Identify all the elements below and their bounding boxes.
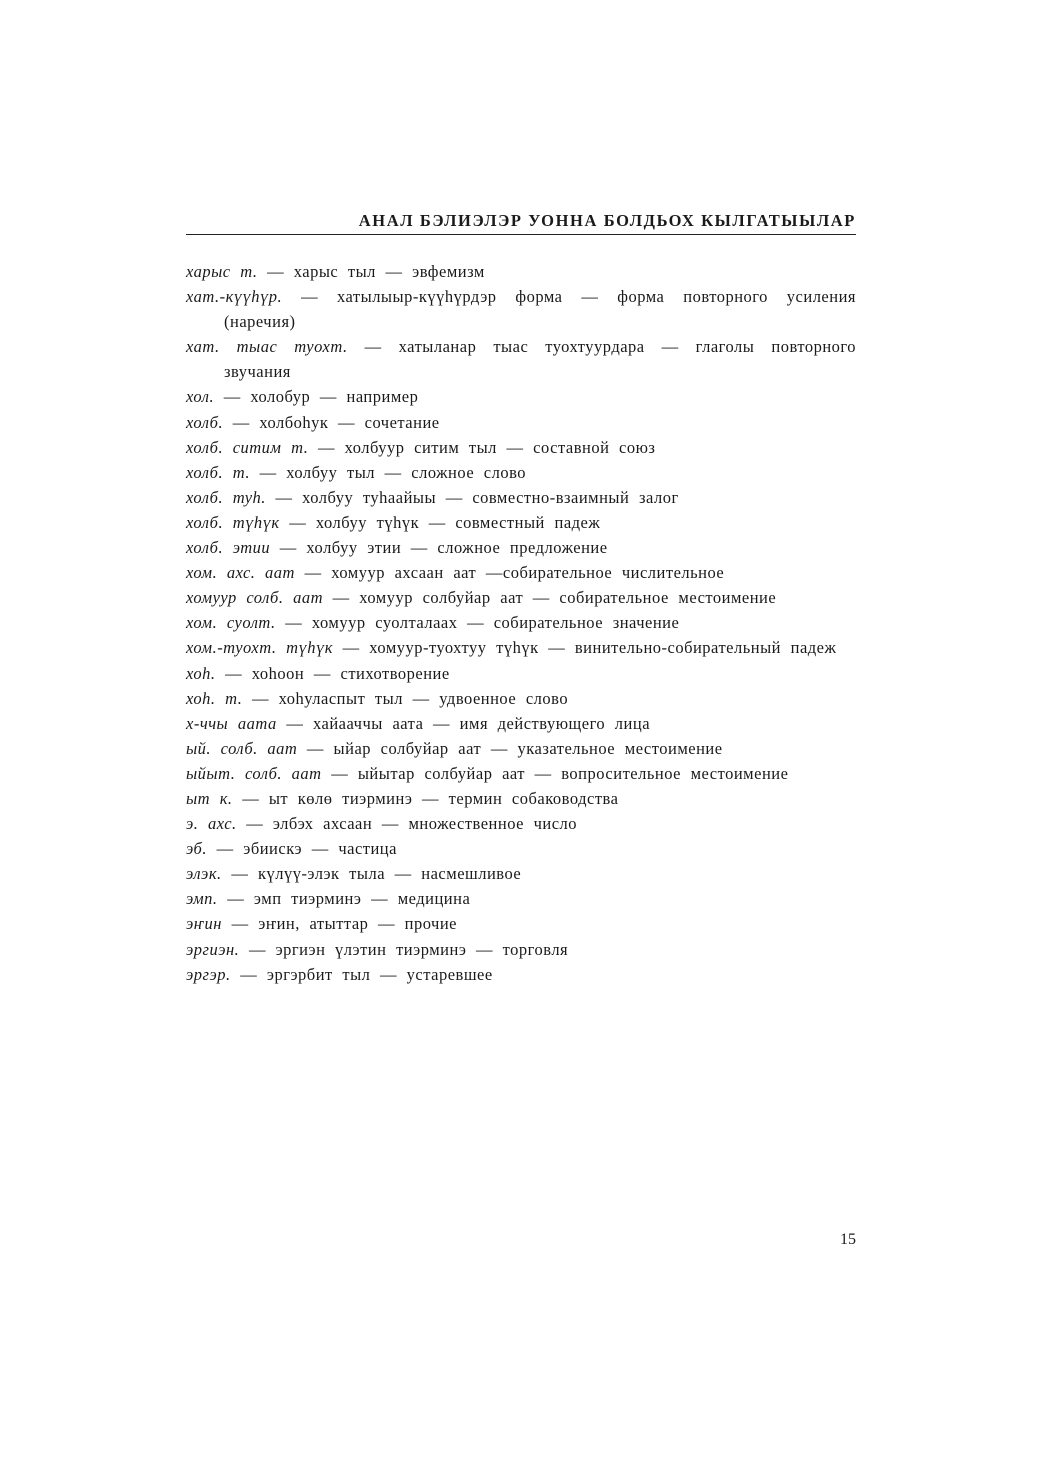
entry-expansion: — ыйар солбуйар аат — указательное местоимение	[306, 738, 723, 758]
entry-abbreviation: холб. т.	[186, 462, 250, 482]
entry-abbreviation: холб. этии	[186, 538, 271, 558]
entry-expansion: — хоһуласпыт тыл — удвоенное слово	[252, 688, 569, 708]
list-item	[186, 811, 856, 836]
entry-abbreviation: элэк.	[186, 864, 222, 884]
list-item	[186, 384, 856, 409]
entry-expansion: — эргэрбит тыл — устаревшее	[240, 964, 493, 984]
entry-expansion: — холобур — например	[223, 387, 419, 407]
entry-expansion: — хатыланар тыас туохтуурдара — глаголы повторного звучания	[224, 337, 857, 382]
entry-expansion: — ыт көлө тиэрминэ — термин собаководства	[242, 788, 619, 808]
entry-expansion: — хомуур-туохтуу түһүк — винительно-собирательный падеж	[342, 638, 837, 658]
entry-abbreviation: хоһ. т.	[186, 688, 243, 708]
list-item	[186, 686, 856, 711]
entry-expansion: — эргиэн үлэтин тиэрминэ — торговля	[248, 939, 569, 959]
entry-expansion: — холбуу түһүк — совместный падеж	[289, 512, 601, 532]
entry-expansion: — хайааччы аата — имя действующего лица	[286, 713, 651, 733]
list-item	[186, 410, 856, 435]
entry-expansion: — күлүү-элэк тыла — насмешливое	[231, 864, 522, 884]
entry-abbreviation: ый. солб. аат	[186, 738, 298, 758]
entry-expansion: — эмп тиэрминэ — медицина	[227, 889, 471, 909]
entry-abbreviation: хом.-туохт. түһүк	[186, 638, 334, 658]
list-item	[186, 510, 856, 535]
entry-abbreviation: эргэр.	[186, 964, 231, 984]
entry-expansion: — холбуу этии — сложное предложение	[279, 538, 608, 558]
entry-expansion: — холбоһук — сочетание	[232, 412, 440, 432]
page-number: 15	[840, 1231, 856, 1248]
list-item	[186, 460, 856, 485]
entry-expansion: — холбуу туһаайыы — совместно-взаимный залог	[275, 487, 679, 507]
entry-expansion: — холбуур ситим тыл — составной союз	[317, 437, 656, 457]
list-item	[186, 635, 856, 660]
entry-expansion: — хатылыыр-күүһүрдэр форма — форма повторного усиления (наречия)	[224, 287, 856, 332]
entry-expansion: — эбиискэ — частица	[216, 839, 397, 859]
list-item	[186, 962, 856, 987]
list-item	[186, 886, 856, 911]
entry-abbreviation: хомуур солб. аат	[186, 588, 323, 608]
entry-abbreviation: хоһ.	[186, 663, 216, 683]
list-item	[186, 435, 856, 460]
list-item	[186, 560, 856, 585]
entry-abbreviation: хат. тыас туохт.	[186, 337, 348, 357]
running-header-title: АНАЛ БЭЛИЭЛЭР УОННА БОЛДЬОХ КЫЛГАТЫЫЛАР	[358, 211, 856, 230]
entry-abbreviation: холб. туһ.	[186, 487, 266, 507]
entry-abbreviation: эҥин	[186, 914, 222, 934]
entry-expansion: — харыс тыл — эвфемизм	[267, 262, 485, 281]
list-item	[186, 585, 856, 610]
running-header	[186, 210, 856, 235]
abbreviation-list	[186, 259, 856, 987]
entry-expansion: — элбэх ахсаан — множественное число	[246, 814, 578, 834]
entry-expansion: — хомуур ахсаан аат —собирательное числительное	[304, 563, 725, 583]
entry-abbreviation: харыс т.	[186, 262, 258, 281]
list-item	[186, 761, 856, 786]
list-item	[186, 284, 856, 334]
entry-abbreviation: холб. түһүк	[186, 512, 280, 532]
list-item	[186, 259, 856, 284]
entry-abbreviation: эргиэн.	[186, 939, 240, 959]
entry-expansion: — ыйытар солбуйар аат — вопросительное местоимение	[331, 763, 789, 783]
entry-expansion: — хоһоон — стихотворение	[225, 663, 450, 683]
list-item	[186, 334, 856, 384]
entry-abbreviation: ыт к.	[186, 788, 233, 808]
entry-abbreviation: хом. ахс. аат	[186, 563, 295, 583]
entry-expansion: — холбуу тыл — сложное слово	[259, 462, 527, 482]
entry-abbreviation: хат.-күүһүр.	[186, 287, 283, 307]
list-item	[186, 911, 856, 936]
list-item	[186, 836, 856, 861]
list-item	[186, 485, 856, 510]
entry-abbreviation: холб.	[186, 412, 224, 432]
list-item	[186, 661, 856, 686]
entry-abbreviation: хол.	[186, 387, 215, 407]
entry-abbreviation: хом. суолт.	[186, 613, 276, 633]
entry-abbreviation: х-ччы аата	[186, 713, 277, 733]
entry-abbreviation: эмп.	[186, 889, 218, 909]
list-item	[186, 711, 856, 736]
list-item	[186, 610, 856, 635]
entry-abbreviation: холб. ситим т.	[186, 437, 309, 457]
entry-expansion: — хомуур суолталаах — собирательное значение	[285, 613, 680, 633]
entry-abbreviation: э. ахс.	[186, 814, 237, 834]
list-item	[186, 736, 856, 761]
list-item	[186, 937, 856, 962]
entry-expansion: — хомуур солбуйар аат — собирательное местоимение	[332, 588, 777, 608]
list-item	[186, 861, 856, 886]
list-item	[186, 535, 856, 560]
entry-abbreviation: эб.	[186, 839, 207, 859]
entry-expansion: — эҥин, атыттар — прочие	[231, 914, 458, 934]
entry-abbreviation: ыйыт. солб. аат	[186, 763, 322, 783]
list-item	[186, 786, 856, 811]
